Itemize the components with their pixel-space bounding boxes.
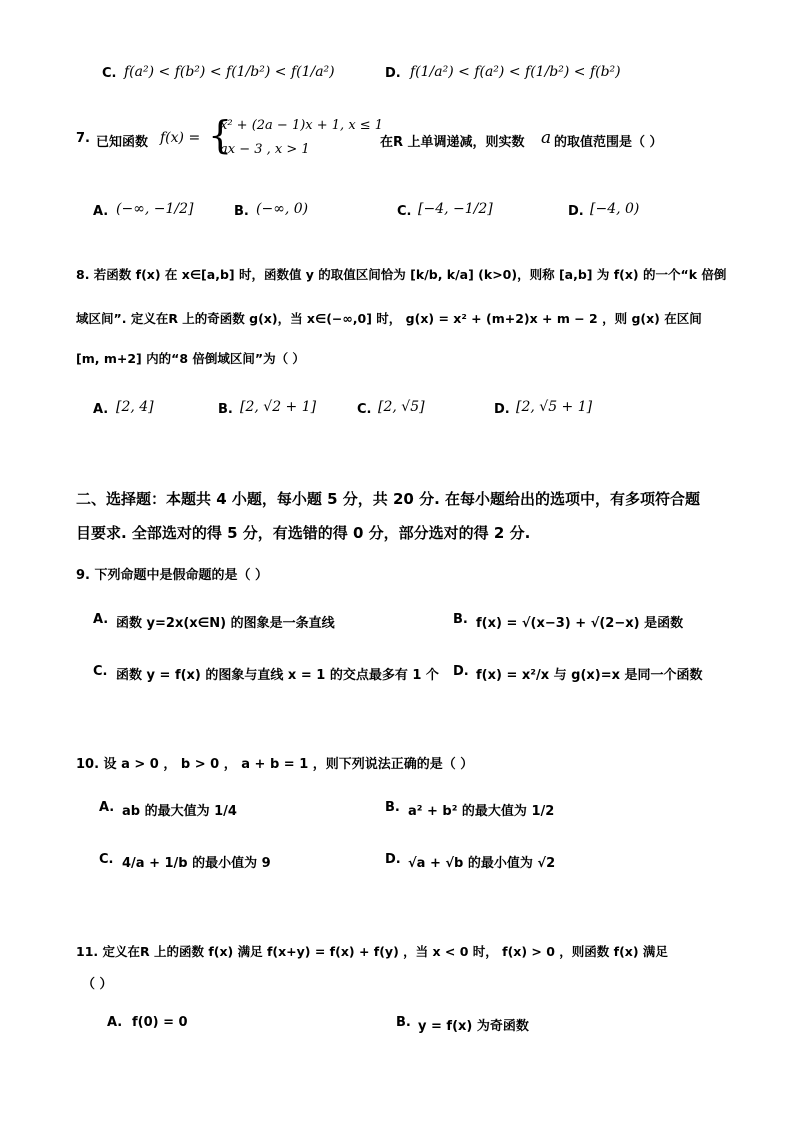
- q9-option-c-label: C.: [93, 664, 108, 679]
- q9-option-c-text: 函数 y = f(x) 的图象与直线 x = 1 的交点最多有 1 个: [116, 668, 439, 683]
- q10-option-a-text: ab 的最大值为 1/4: [122, 804, 237, 819]
- q10-option-c-label: C.: [99, 852, 114, 867]
- q10-option-c-text: 4/a + 1/b 的最小值为 9: [122, 856, 271, 871]
- q10-option-a-label: A.: [99, 800, 115, 815]
- q8-option-a-label: A.: [93, 402, 109, 417]
- q7-piecewise-brace: {: [208, 113, 233, 157]
- q8-line-3: [m, m+2] 内的“8 倍倒域区间”为（ ）: [76, 351, 305, 366]
- q7-option-a-text: (−∞, −1/2]: [116, 201, 194, 217]
- q8-option-d-label: D.: [494, 402, 510, 417]
- q10-option-b-text: a² + b² 的最大值为 1/2: [408, 804, 555, 819]
- q11-option-b-text: y = f(x) 为奇函数: [418, 1019, 529, 1034]
- q8-option-c-text: [2, √5]: [378, 399, 425, 415]
- q7-var: a: [541, 128, 552, 148]
- q9-option-d-text: f(x) = x²/x 与 g(x)=x 是同一个函数: [476, 668, 703, 683]
- q7-option-a-label: A.: [93, 204, 109, 219]
- q6-option-d-label: D.: [385, 66, 401, 81]
- q9-option-d-label: D.: [453, 664, 469, 679]
- q11-paren: （ ）: [82, 977, 113, 992]
- q7-option-c-label: C.: [397, 204, 412, 219]
- q10-stem: 10. 设 a > 0 ， b > 0 ， a + b = 1 ，则下列说法正确的是（ ）: [76, 757, 474, 772]
- q7-func-lhs: f(x) =: [160, 130, 201, 146]
- q9-option-a-label: A.: [93, 612, 109, 627]
- q7-number: 7.: [76, 131, 90, 146]
- q7-option-d-text: [−4, 0): [590, 201, 640, 217]
- q10-option-d-label: D.: [385, 852, 401, 867]
- q9-stem: 9. 下列命题中是假命题的是（ ）: [76, 568, 269, 583]
- q10-option-b-label: B.: [385, 800, 400, 815]
- q7-case-1: x² + (2a − 1)x + 1, x ≤ 1: [220, 118, 384, 133]
- q7-prefix: 已知函数: [96, 135, 149, 150]
- section-2-heading-line-2: 目要求. 全部选对的得 5 分，有选错的得 0 分，部分选对的得 2 分.: [76, 524, 531, 542]
- q6-option-c-label: C.: [102, 66, 117, 81]
- q8-line-1: 8. 若函数 f(x) 在 x∈[a,b] 时，函数值 y 的取值区间恰为 [k/b, k/a] (k>0)，则称 [a,b] 为 f(x) 的一个“k 倍倒: [76, 267, 727, 282]
- q8-option-b-text: [2, √2 + 1]: [240, 399, 317, 415]
- q7-option-d-label: D.: [568, 204, 584, 219]
- q7-option-c-text: [−4, −1/2]: [418, 201, 493, 217]
- q8-option-a-text: [2, 4]: [116, 399, 154, 415]
- q10-option-d-text: √a + √b 的最小值为 √2: [408, 856, 556, 871]
- q6-option-c-text: f(a²) < f(b²) < f(1/b²) < f(1/a²): [124, 64, 335, 80]
- q9-option-a-text: 函数 y=2x(x∈N) 的图象是一条直线: [116, 616, 335, 631]
- q8-option-c-label: C.: [357, 402, 372, 417]
- q8-option-d-text: [2, √5 + 1]: [516, 399, 593, 415]
- q11-option-b-label: B.: [396, 1015, 411, 1030]
- section-2-heading-line-1: 二、选择题：本题共 4 小题，每小题 5 分，共 20 分. 在每小题给出的选项中，有多项符合题: [76, 490, 701, 508]
- q7-option-b-label: B.: [234, 204, 249, 219]
- q11-option-a-text: f(0) = 0: [132, 1015, 188, 1030]
- q7-suffix2: 的取值范围是（ ）: [554, 135, 663, 150]
- q11-option-a-label: A.: [107, 1015, 123, 1030]
- q7-option-b-text: (−∞, 0): [256, 201, 309, 217]
- q7-suffix: 在R 上单调递减，则实数: [380, 135, 525, 150]
- q11-stem: 11. 定义在R 上的函数 f(x) 满足 f(x+y) = f(x) + f(y) ，当 x < 0 时， f(x) > 0 ，则函数 f(x) 满足: [76, 944, 668, 959]
- q8-option-b-label: B.: [218, 402, 233, 417]
- q9-option-b-label: B.: [453, 612, 468, 627]
- q7-case-2: ax − 3 , x > 1: [220, 142, 310, 157]
- q6-option-d-text: f(1/a²) < f(a²) < f(1/b²) < f(b²): [410, 64, 621, 80]
- q8-line-2: 域区间”. 定义在R 上的奇函数 g(x)，当 x∈(−∞,0] 时， g(x) = x² + (m+2)x + m − 2 ，则 g(x) 在区间: [76, 311, 702, 326]
- q9-option-b-text: f(x) = √(x−3) + √(2−x) 是函数: [476, 616, 684, 631]
